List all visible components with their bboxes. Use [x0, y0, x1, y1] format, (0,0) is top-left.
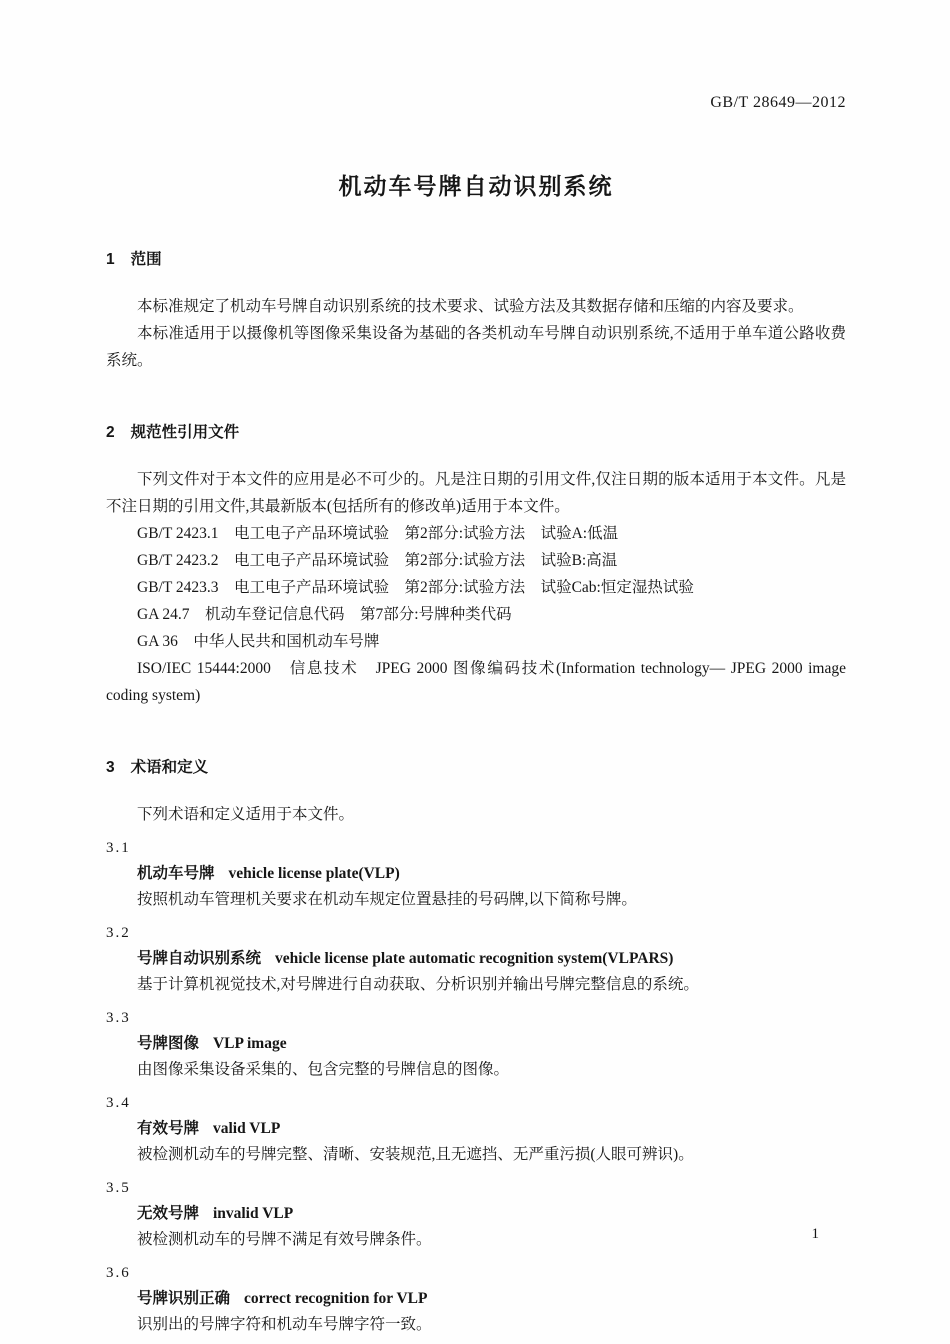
section-3-heading: [106, 755, 846, 777]
section-1-title: 范围: [130, 251, 162, 268]
term-name: [106, 1031, 846, 1057]
document-title: 机动车号牌自动识别系统: [338, 173, 614, 199]
term-3-2: [106, 920, 846, 998]
term-name-en: vehicle license plate automatic recognition system(VLPARS): [274, 950, 674, 967]
section-2-number: 2: [106, 424, 115, 441]
term-definition: 识别出的号牌字符和机动车号牌字符一致。: [137, 1316, 432, 1333]
term-3-6: [106, 1260, 846, 1338]
reference-item: GB/T 2423.1 电工电子产品环境试验 第2部分:试验方法 试验A:低温: [137, 525, 619, 542]
section-3-number: 3: [106, 759, 115, 776]
term-name-en: invalid VLP: [212, 1205, 294, 1222]
term-3-1: [106, 835, 846, 913]
reference-item: GA 36 中华人民共和国机动车号牌: [137, 633, 380, 650]
term-definition: 被检测机动车的号牌不满足有效号牌条件。: [137, 1231, 432, 1248]
term-definition: 按照机动车管理机关要求在机动车规定位置悬挂的号码牌,以下简称号牌。: [137, 891, 637, 908]
term-number: 3.2: [106, 925, 131, 941]
term-name: [106, 861, 846, 887]
section-1-number: 1: [106, 251, 115, 268]
section-1-heading: [106, 247, 846, 269]
term-3-5: [106, 1175, 846, 1253]
term-name-en: vehicle license plate(VLP): [228, 865, 400, 882]
term-name-en: correct recognition for VLP: [243, 1290, 428, 1307]
term-name: [106, 1116, 846, 1142]
term-name: [106, 1286, 846, 1312]
term-name-zh: 机动车号牌: [137, 865, 215, 882]
term-3-4: [106, 1090, 846, 1168]
term-name-zh: 号牌自动识别系统: [137, 950, 262, 967]
page-content: [106, 94, 846, 1338]
term-name-en: valid VLP: [212, 1120, 281, 1137]
reference-item: GA 24.7 机动车登记信息代码 第7部分:号牌种类代码: [137, 606, 512, 623]
scope-paragraph-1: 本标准规定了机动车号牌自动识别系统的技术要求、试验方法及其数据存储和压缩的内容及要求。: [137, 298, 804, 315]
term-number: 3.6: [106, 1265, 131, 1281]
reference-item: GB/T 2423.3 电工电子产品环境试验 第2部分:试验方法 试验Cab:恒定湿热试验: [137, 579, 694, 596]
section-3-title: 术语和定义: [130, 759, 209, 776]
references-intro: 下列文件对于本文件的应用是必不可少的。凡是注日期的引用文件,仅注日期的版本适用于本文件。凡是不注日期的引用文件,其最新版本(包括所有的修改单)适用于本文件。: [106, 471, 846, 515]
term-number: 3.4: [106, 1095, 131, 1111]
term-name-zh: 无效号牌: [137, 1205, 200, 1222]
term-name-zh: 有效号牌: [137, 1120, 200, 1137]
terms-intro: 下列术语和定义适用于本文件。: [137, 806, 355, 823]
section-2-title: 规范性引用文件: [130, 424, 240, 441]
term-definition: 被检测机动车的号牌完整、清晰、安装规范,且无遮挡、无严重污损(人眼可辨识)。: [137, 1146, 694, 1163]
section-2-heading: [106, 420, 846, 442]
term-3-3: [106, 1005, 846, 1083]
term-number: 3.5: [106, 1180, 131, 1196]
term-name: [106, 1201, 846, 1227]
scope-paragraph-2: 本标准适用于以摄像机等图像采集设备为基础的各类机动车号牌自动识别系统,不适用于单车道公路收费系统。: [106, 325, 846, 369]
page-number: 1: [811, 1226, 819, 1242]
term-definition: 基于计算机视觉技术,对号牌进行自动获取、分析识别并输出号牌完整信息的系统。: [137, 976, 699, 993]
term-name-zh: 号牌识别正确: [137, 1290, 231, 1307]
term-number: 3.1: [106, 840, 131, 856]
term-name-en: VLP image: [212, 1035, 287, 1052]
term-number: 3.3: [106, 1010, 131, 1026]
standard-number: GB/T 28649—2012: [710, 94, 846, 111]
term-name: [106, 946, 846, 972]
term-definition: 由图像采集设备采集的、包含完整的号牌信息的图像。: [137, 1061, 510, 1078]
reference-item: ISO/IEC 15444:2000 信息技术 JPEG 2000 图像编码技术(Information technology— JPEG 2000 image coding system): [106, 660, 846, 704]
reference-item: GB/T 2423.2 电工电子产品环境试验 第2部分:试验方法 试验B:高温: [137, 552, 618, 569]
term-name-zh: 号牌图像: [137, 1035, 200, 1052]
